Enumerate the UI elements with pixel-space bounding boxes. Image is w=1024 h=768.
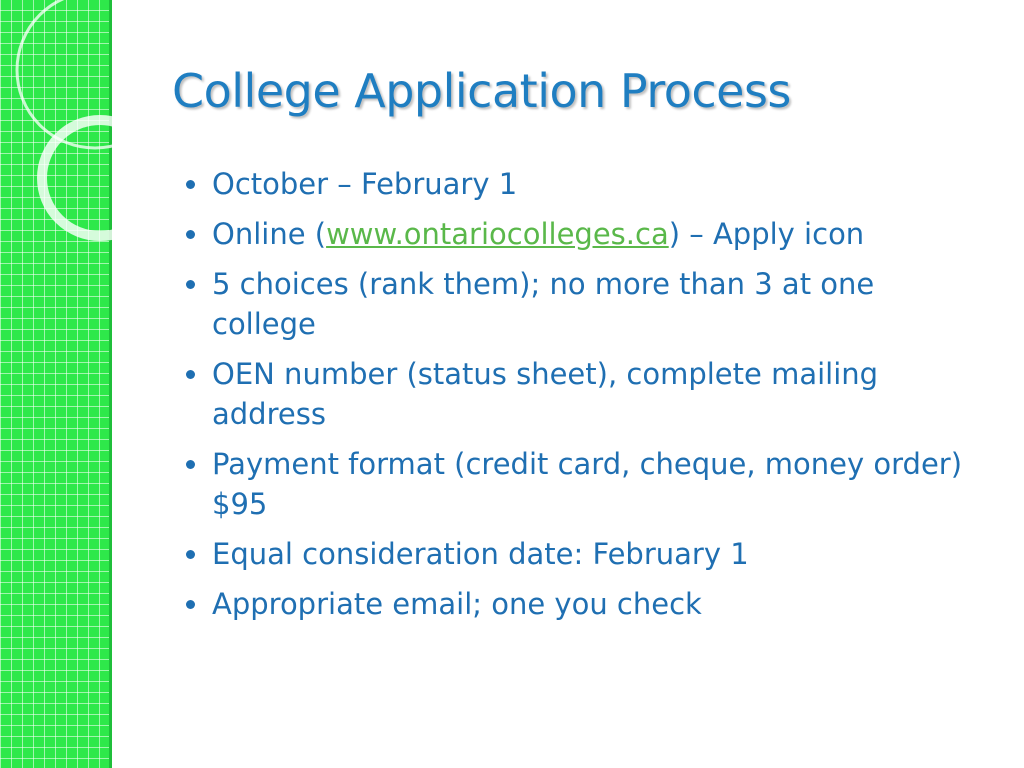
bullet-text: Payment format (credit card, cheque, money order) $95 — [212, 447, 963, 521]
bullet-item — [186, 354, 986, 434]
ontariocolleges-link[interactable]: www.ontariocolleges.ca — [326, 217, 669, 251]
bullet-item — [186, 444, 986, 524]
bullet-item — [186, 214, 986, 254]
bullet-text: Equal consideration date: February 1 — [212, 537, 749, 571]
bullet-item — [186, 264, 986, 344]
bullet-list — [186, 164, 986, 634]
bullet-text: October – February 1 — [212, 167, 518, 201]
deco-circle-bottom — [42, 120, 158, 236]
bullet-item — [186, 534, 986, 574]
bullet-item — [186, 164, 986, 204]
slide-title: College Application Process — [172, 64, 791, 118]
bullet-text: ) – Apply icon — [668, 217, 865, 251]
bullet-text: 5 choices (rank them); no more than 3 at one college — [212, 267, 875, 341]
bullet-text: OEN number (status sheet), complete mailing address — [212, 357, 879, 431]
deco-circle-top — [17, 0, 173, 148]
bullet-text: Appropriate email; one you check — [212, 587, 702, 621]
bullet-item — [186, 584, 986, 624]
bullet-text: Online ( — [212, 217, 327, 251]
